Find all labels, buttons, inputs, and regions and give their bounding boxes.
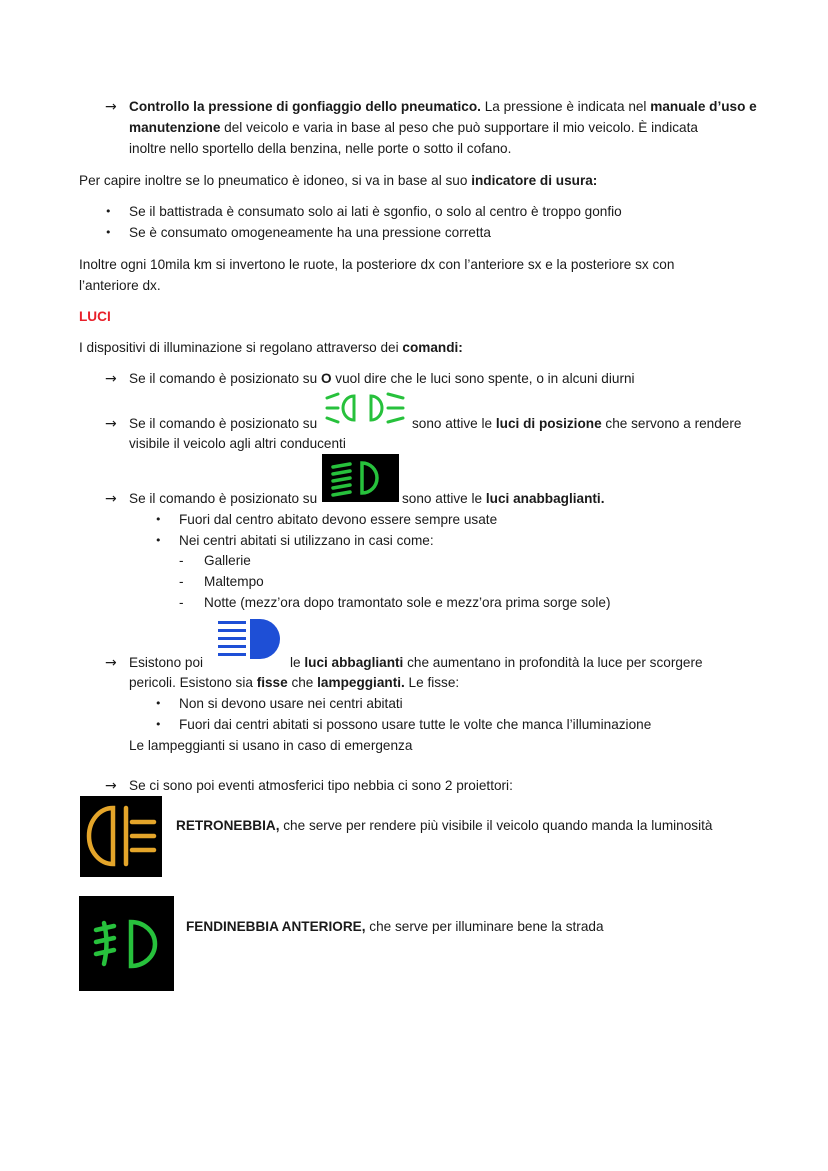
- arrow-icon: →: [105, 491, 117, 507]
- high-beam-b: le luci abbaglianti che aumentano in profondità la luce per scorgere: [290, 655, 703, 670]
- rear-fog-icon: [80, 796, 162, 877]
- lights-intro: I dispositivi di illuminazione si regolano attraverso dei comandi:: [79, 340, 463, 355]
- position-lights-line-2: visibile il veicolo agli altri conducenti: [129, 436, 346, 451]
- low-beam-subitem: Maltempo: [204, 574, 264, 589]
- lights-off-line: Se il comando è posizionato su O vuol dire che le luci sono spente, o in alcuni diurni: [129, 371, 635, 386]
- dash-marker: -: [179, 574, 184, 589]
- low-beam-b: sono attive le luci anabbaglianti.: [402, 491, 605, 506]
- low-beam-a: Se il comando è posizionato su: [129, 491, 318, 506]
- bullet-icon: •: [155, 718, 162, 731]
- section-heading-luci: LUCI: [79, 309, 111, 324]
- high-beam-a: Esistono poi: [129, 655, 204, 670]
- position-lights-a: Se il comando è posizionato su: [129, 416, 318, 431]
- arrow-icon: →: [105, 778, 117, 794]
- wear-item: Se il battistrada è consumato solo ai lati è sgonfio, o solo al centro è troppo gonfio: [129, 204, 622, 219]
- high-beam-icon: [216, 618, 284, 660]
- low-beam-item: Nei centri abitati si utilizzano in casi come:: [179, 533, 434, 548]
- rear-fog-text: RETRONEBBIA, che serve per rendere più visibile il veicolo quando manda la luminosità: [176, 818, 713, 833]
- arrow-icon: →: [105, 655, 117, 671]
- bullet-icon: •: [155, 534, 162, 547]
- arrow-icon: →: [105, 371, 117, 387]
- arrow-icon: →: [105, 416, 117, 432]
- bullet-icon: •: [105, 226, 112, 239]
- low-beam-icon: [322, 454, 399, 502]
- high-beam-item: Fuori dai centri abitati si possono usare tutte le volte che manca l’illuminazione: [179, 717, 652, 732]
- low-beam-subitem: Notte (mezz’ora dopo tramontato sole e mezz’ora prima sorge sole): [204, 595, 611, 610]
- rotation-line-2: l’anteriore dx.: [79, 278, 161, 293]
- front-fog-icon: [79, 896, 174, 991]
- wear-intro: Per capire inoltre se lo pneumatico è idoneo, si va in base al suo indicatore di usura:: [79, 173, 598, 188]
- arrow-icon: →: [105, 99, 117, 115]
- flash-note: Le lampeggianti si usano in caso di emergenza: [129, 738, 413, 753]
- low-beam-subitem: Gallerie: [204, 553, 251, 568]
- low-beam-item: Fuori dal centro abitato devono essere sempre usate: [179, 512, 498, 527]
- position-lights-icon: [324, 391, 406, 427]
- high-beam-line-2: pericoli. Esistono sia fisse che lampeggianti. Le fisse:: [129, 675, 460, 690]
- dash-marker: -: [179, 553, 184, 568]
- bullet-icon: •: [155, 697, 162, 710]
- front-fog-text: FENDINEBBIA ANTERIORE, che serve per illuminare bene la strada: [186, 919, 604, 934]
- pressure-line-1: Controllo la pressione di gonfiaggio dello pneumatico. La pressione è indicata nel manuale d’uso e: [129, 99, 757, 114]
- position-lights-b: sono attive le luci di posizione che servono a rendere: [412, 416, 742, 431]
- high-beam-item: Non si devono usare nei centri abitati: [179, 696, 403, 711]
- fog-intro: Se ci sono poi eventi atmosferici tipo nebbia ci sono 2 proiettori:: [129, 778, 513, 793]
- bullet-icon: •: [105, 205, 112, 218]
- dash-marker: -: [179, 595, 184, 610]
- rotation-line-1: Inoltre ogni 10mila km si invertono le ruote, la posteriore dx con l’anteriore sx e la posteriore sx con: [79, 257, 675, 272]
- wear-item: Se è consumato omogeneamente ha una pressione corretta: [129, 225, 491, 240]
- pressure-line-2: manutenzione del veicolo e varia in base al peso che può supportare il mio veicolo. È indicata: [129, 120, 698, 135]
- bullet-icon: •: [155, 513, 162, 526]
- pressure-line-3: inoltre nello sportello della benzina, nelle porte o sotto il cofano.: [129, 141, 512, 156]
